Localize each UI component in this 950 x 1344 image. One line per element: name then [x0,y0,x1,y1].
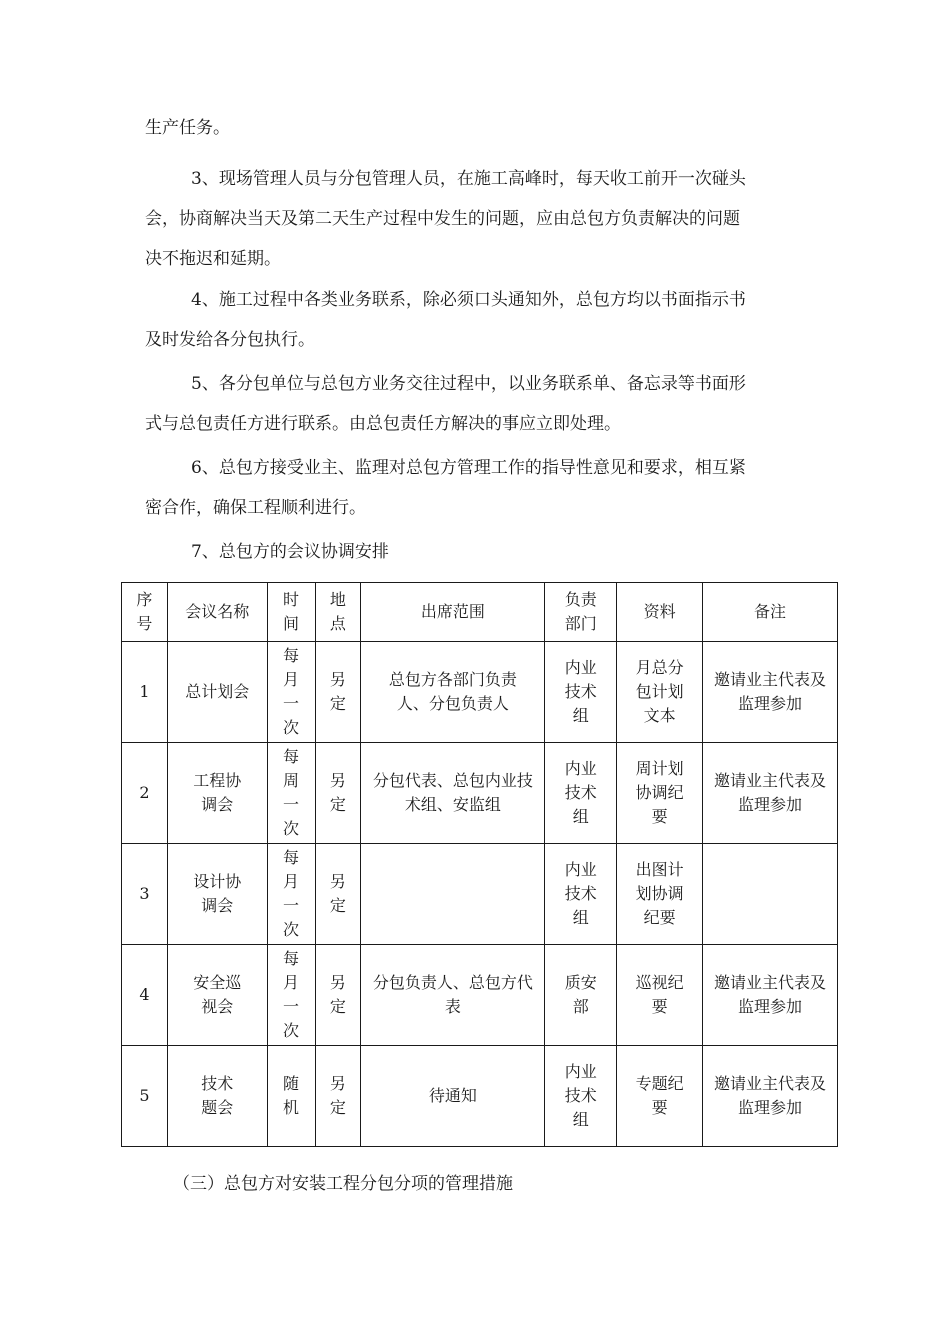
table-row [122,945,838,1046]
cell-docs: 巡视纪要 [617,945,703,1046]
cell-time: 每周一次 [267,743,315,844]
cell-attendees: 总包方各部门负责人、分包负责人 [361,642,545,743]
cell-remark: 邀请业主代表及监理参加 [703,1046,838,1147]
cell-no: 4 [122,945,168,1046]
paragraph-item-3 [145,159,809,279]
header-cell-remark: 备注 [703,583,838,642]
cell-name: 总计划会 [167,642,267,743]
cell-docs: 出图计划协调纪要 [617,844,703,945]
paragraph-item-6 [145,448,809,528]
cell-place: 另定 [315,743,361,844]
paragraph-line: 5、各分包单位与总包方业务交往过程中，以业务联系单、备忘录等书面形 [191,374,746,394]
paragraph-line: 密合作，确保工程顺利进行。 [145,498,366,518]
table-row [122,743,838,844]
meeting-schedule-table [121,582,838,1147]
section-heading [145,1164,809,1204]
paragraph-continuation [145,108,809,148]
cell-name: 安全巡视会 [167,945,267,1046]
cell-dept: 内业技术组 [545,743,617,844]
cell-place: 另定 [315,945,361,1046]
cell-attendees: 待通知 [361,1046,545,1147]
header-cell-docs: 资料 [617,583,703,642]
table-row [122,642,838,743]
cell-dept: 内业技术组 [545,844,617,945]
header-cell-dept: 负责部门 [545,583,617,642]
paragraph-line: 及时发给各分包执行。 [145,330,315,350]
paragraph-line: 6、总包方接受业主、监理对总包方管理工作的指导性意见和要求，相互紧 [191,458,746,478]
table-row [122,1046,838,1147]
cell-remark: 邀请业主代表及监理参加 [703,945,838,1046]
table-header-row [122,583,838,642]
cell-no: 2 [122,743,168,844]
cell-dept: 质安部 [545,945,617,1046]
cell-attendees [361,844,545,945]
paragraph-line: 决不拖迟和延期。 [145,249,281,269]
cell-place: 另定 [315,642,361,743]
paragraph-line: 式与总包责任方进行联系。由总包责任方解决的事应立即处理。 [145,414,621,434]
cell-no: 3 [122,844,168,945]
paragraph-item-7 [145,532,809,572]
cell-docs: 周计划协调纪要 [617,743,703,844]
cell-remark: 邀请业主代表及监理参加 [703,743,838,844]
cell-name: 技术题会 [167,1046,267,1147]
cell-dept: 内业技术组 [545,642,617,743]
cell-remark: 邀请业主代表及监理参加 [703,642,838,743]
cell-no: 1 [122,642,168,743]
header-cell-no: 序号 [122,583,168,642]
section-heading-text: （三）总包方对安装工程分包分项的管理措施 [173,1174,513,1194]
header-cell-attendees: 出席范围 [361,583,545,642]
cell-docs: 月总分包计划文本 [617,642,703,743]
table-row [122,844,838,945]
cell-place: 另定 [315,1046,361,1147]
paragraph-item-4 [145,280,809,360]
cell-name: 工程协调会 [167,743,267,844]
cell-time: 每月一次 [267,945,315,1046]
paragraph-line: 3、现场管理人员与分包管理人员，在施工高峰时，每天收工前开一次碰头 [191,169,746,189]
paragraph-line: 7、总包方的会议协调安排 [191,542,389,562]
cell-time: 随机 [267,1046,315,1147]
paragraph-item-5 [145,364,809,444]
cell-name: 设计协调会 [167,844,267,945]
cell-time: 每月一次 [267,642,315,743]
cell-attendees: 分包代表、总包内业技术组、安监组 [361,743,545,844]
cell-remark [703,844,838,945]
paragraph-line: 4、施工过程中各类业务联系，除必须口头通知外，总包方均以书面指示书 [191,290,746,310]
cell-time: 每月一次 [267,844,315,945]
cell-dept: 内业技术组 [545,1046,617,1147]
paragraph-line: 会，协商解决当天及第二天生产过程中发生的问题，应由总包方负责解决的问题 [145,209,740,229]
header-cell-time: 时间 [267,583,315,642]
cell-place: 另定 [315,844,361,945]
cell-docs: 专题纪要 [617,1046,703,1147]
header-cell-place: 地点 [315,583,361,642]
cell-no: 5 [122,1046,168,1147]
paragraph-line: 生产任务。 [145,118,230,138]
cell-attendees: 分包负责人、总包方代表 [361,945,545,1046]
header-cell-name: 会议名称 [167,583,267,642]
